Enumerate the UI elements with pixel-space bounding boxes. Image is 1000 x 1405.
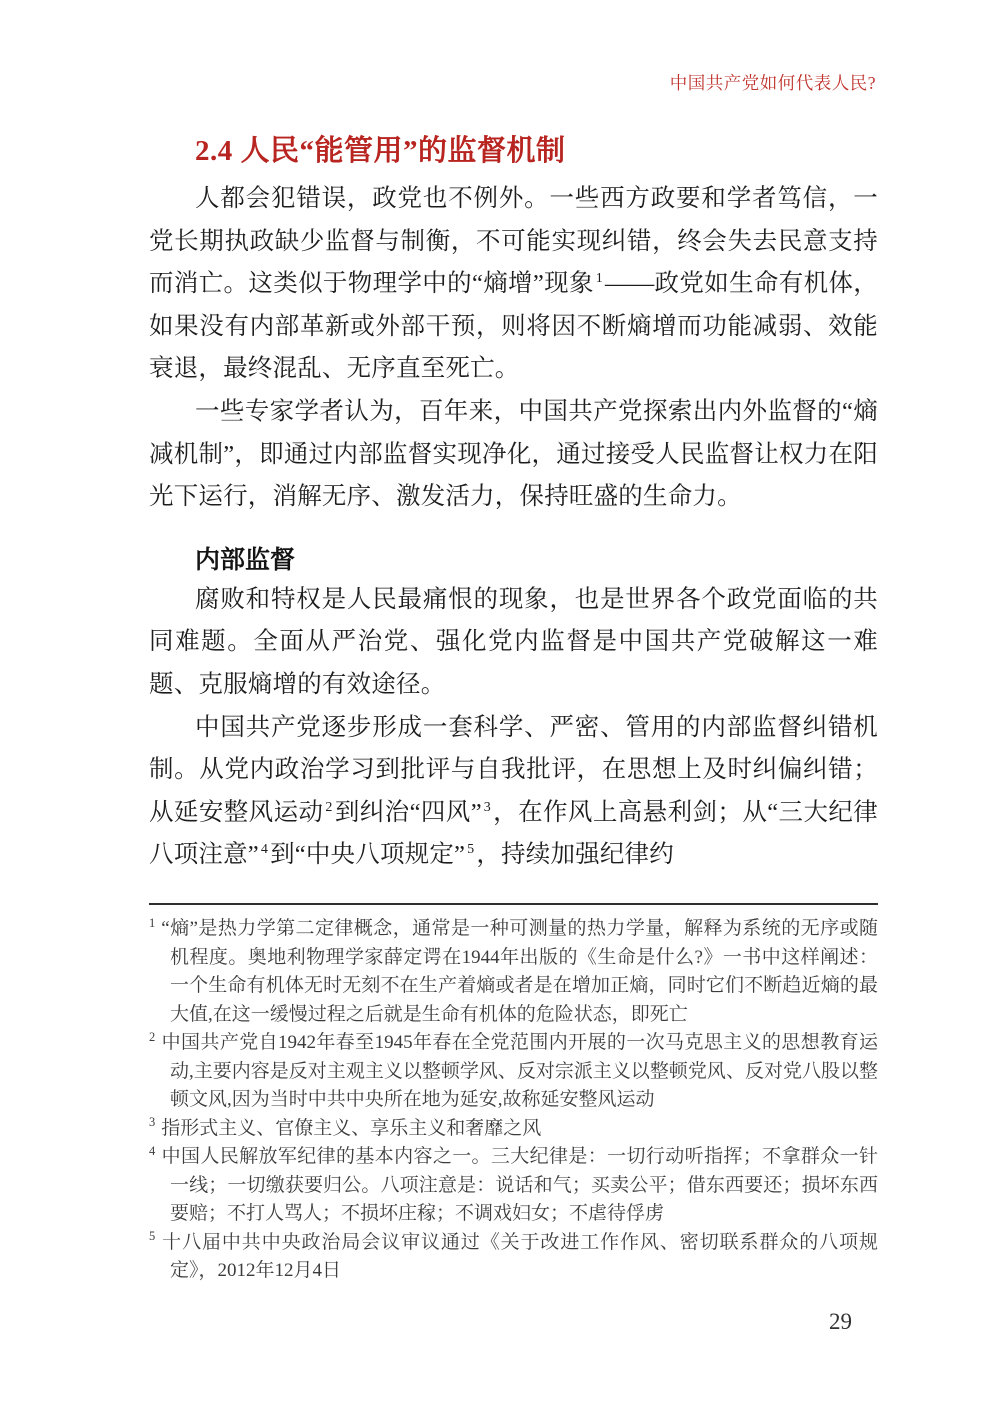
- paragraph-4-text: ，持续加强纪律约: [476, 841, 674, 869]
- footnote-item-2: [149, 1029, 878, 1115]
- footnote-item-5: [149, 1229, 878, 1286]
- paragraph-4-text: 中国共产党逐步形成一套科学、严密、管用的内部监督纠错机制。从党内政治学习到批评与自我批评，在思想上及时纠偏纠错；从延安整风运动: [149, 713, 878, 826]
- footnote-text: 指形式主义、官僚主义、享乐主义和奢靡之风: [161, 1117, 542, 1139]
- paragraph-4: [149, 707, 878, 877]
- footnote-number: 4: [149, 1143, 156, 1158]
- footnote-text: 中国人民解放军纪律的基本内容之一。三大纪律是：一切行动听指挥；不拿群众一针一线；一切缴获要归公。八项注意是：说话和气；买卖公平；借东西要还；损坏东西要赔；不打人骂人；不损坏庄稼；不调戏妇女；不虐待俘虏: [161, 1146, 878, 1224]
- subsection-title: 内部监督: [195, 546, 296, 574]
- page-number: 29: [829, 1309, 852, 1334]
- footnote-number: 5: [149, 1229, 156, 1244]
- footnote-ref-2: 2: [325, 799, 333, 815]
- footnote-number: 1: [149, 915, 156, 930]
- paragraph-4-text: 到“中央八项规定”: [270, 841, 466, 869]
- footnote-ref-5: 5: [467, 842, 475, 858]
- section-title: 2.4 人民“能管用”的监督机制: [195, 135, 566, 167]
- footnote-text: 十八届中共中央政治局会议审议通过《关于改进工作作风、密切联系群众的八项规定》，2012年12月4日: [161, 1231, 878, 1281]
- footnote-number: 2: [149, 1029, 156, 1044]
- footnote-ref-1: 1: [595, 271, 603, 287]
- paragraph-1-text-cont: ——政党如生命有机体，如果没有内部革新或外部干预，则将因不断熵增而功能减弱、效能衰退，最终混乱、无序直至死亡。: [149, 270, 878, 383]
- paragraph-1: [149, 178, 878, 391]
- footnote-text: 中国共产党自1942年春至1945年春在全党范围内开展的一次马克思主义的思想教育运动,主要内容是反对主观主义以整顿学风、反对宗派主义以整顿党风、反对党八股以整顿文风,因为当时中共中央所在地为延安,故称延安整风运动: [161, 1032, 878, 1110]
- page-content: [149, 130, 878, 877]
- footnote-ref-4: 4: [260, 842, 269, 858]
- paragraph-1-text: 人都会犯错误，政党也不例外。一些西方政要和学者笃信，一党长期执政缺少监督与制衡，不可能实现纠错，终会失去民意支持而消亡。这类似于物理学中的“熵增”现象: [149, 185, 878, 298]
- footnote-ref-3: 3: [483, 799, 491, 815]
- paragraph-3: 腐败和特权是人民最痛恨的现象，也是世界各个政党面临的共同难题。全面从严治党、强化党内监督是中国共产党破解这一难题、克服熵增的有效途径。: [149, 585, 878, 698]
- running-header: 中国共产党如何代表人民?: [669, 73, 876, 93]
- paragraph-2: 一些专家学者认为，百年来，中国共产党探索出内外监督的“熵减机制”，即通过内部监督实现净化，通过接受人民监督让权力在阳光下运行，消解无序、激发活力，保持旺盛的生命力。: [149, 397, 878, 511]
- footnote-item-3: [149, 1115, 878, 1144]
- paragraph-4-text: 到纠治“四风”: [334, 798, 482, 826]
- footnote-item-1: [149, 915, 878, 1029]
- footnote-item-4: [149, 1143, 878, 1229]
- footnote-number: 3: [149, 1115, 156, 1130]
- footnotes-block: [149, 903, 878, 1286]
- footnote-text: “熵”是热力学第二定律概念，通常是一种可测量的热力学量，解释为系统的无序或随机程度。奥地利物理学家薛定谔在1944年出版的《生命是什么?》一书中这样阐述：一个生命有机体无时无刻不在生产着熵或者是在增加正熵，同时它们不断趋近熵的最大值,在这一缓慢过程之后就是生命有机体的危险状态，即死亡: [161, 918, 878, 1025]
- footnote-separator-line: [149, 903, 878, 905]
- paragraph-4-text: ，在作风上高悬利剑；从“三大纪律八项注意”: [149, 798, 878, 869]
